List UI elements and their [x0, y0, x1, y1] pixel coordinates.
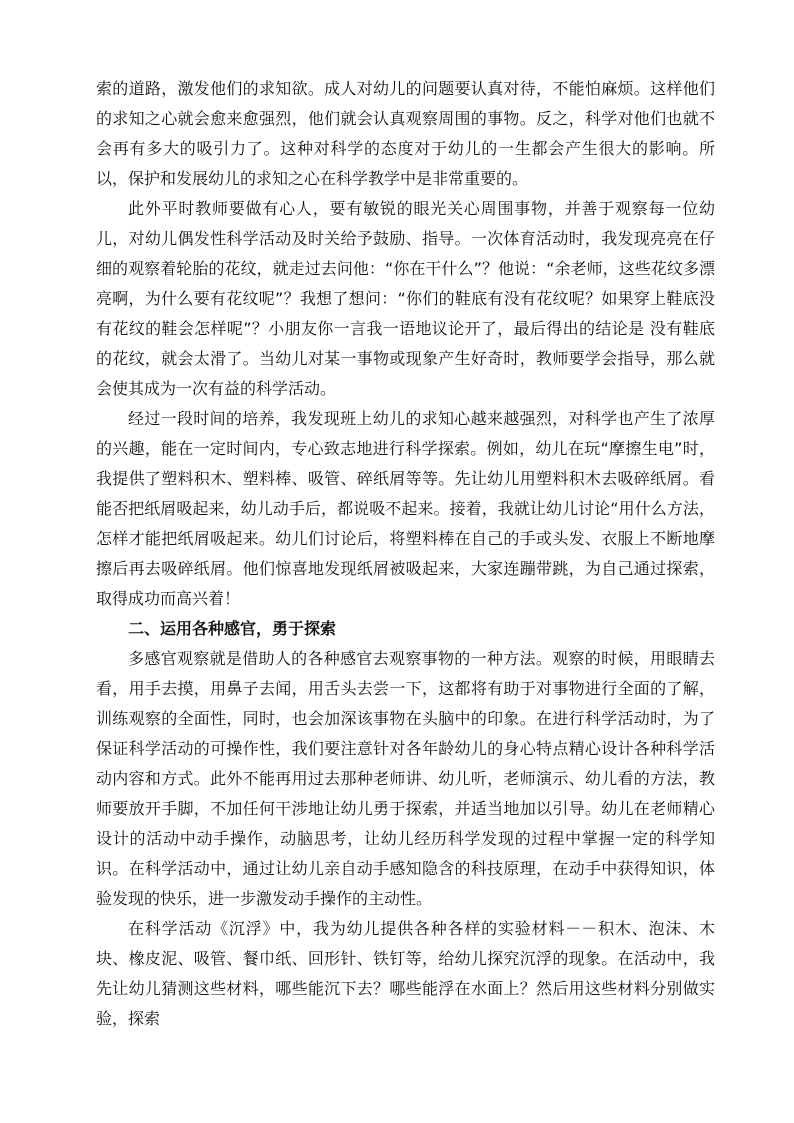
section-heading: 二、运用各种感官，勇于探索	[128, 619, 337, 638]
paragraph-sink-float: 在科学活动《沉浮》中，我为幼儿提供各种各样的实验材料－－积木、泡沫、木块、橡皮泥、吸管、餐巾纸、回形针、铁钉等，给幼儿探究沉浮的现象。在活动中，我先让幼儿猜测这些材料，哪些能沉下去？哪些能浮在水面上？然后用这些材料分别做实验，探索	[96, 919, 715, 1028]
paragraph-static-electricity: 经过一段时间的培养，我发现班上幼儿的求知心越来越强烈，对科学也产生了浓厚的兴趣，能在一定时间内，专心致志地进行科学探索。例如，幼儿在玩“摩擦生电”时，我提供了塑料积木、塑料棒、吸管、碎纸屑等等。先让幼儿用塑料积木去吸碎纸屑。看能否把纸屑吸起来，幼儿动手后，都说吸不起来。接着，我就让幼儿讨论“用什么方法，怎样才能把纸屑吸起来。幼儿们讨论后，将塑料棒在自己的手或头发、衣服上不断地摩擦后再去吸碎纸屑。他们惊喜地发现纸屑被吸起来，大家连蹦带跳，为自己通过探索，取得成功而高兴着！	[96, 409, 715, 608]
paragraph-multi-sense: 多感官观察就是借助人的各种感官去观察事物的一种方法。观察的时候，用眼睛去看，用手去摸，用鼻子去闻，用舌头去尝一下，这都将有助于对事物进行全面的了解，训练观察的全面性，同时，也会加深该事物在头脑中的印象。在进行科学活动时，为了保证科学活动的可操作性，我们要注意针对各年龄幼儿的身心特点精心设计各种科学活动内容和方式。此外不能再用过去那种老师讲、幼儿听，老师演示、幼儿看的方法，教师要放开手脚，不加任何干涉地让幼儿勇于探索，并适当地加以引导。幼儿在老师精心设计的活动中动手操作，动脑思考，让幼儿经历科学发现的过程中掌握一定的科学知识。在科学活动中，通过让幼儿亲自动手感知隐含的科技原理，在动手中获得知识，体验发现的快乐，进一步激发动手操作的主动性。	[96, 649, 715, 908]
paragraph-observation-tire: 此外平时教师要做有心人，要有敏锐的眼光关心周围事物，并善于观察每一位幼儿，对幼儿偶发性科学活动及时关给予鼓励、指导。一次体育活动时，我发现亮亮在仔细的观察着轮胎的花纹，就走过去问他：“你在干什么”？他说：“余老师，这些花纹多漂亮啊，为什么要有花纹呢”？我想了想问：“你们的鞋底有没有花纹呢？如果穿上鞋底没有花纹的鞋会怎样呢”？小朋友你一言我一语地议论开了，最后得出的结论是 没有鞋底的花纹，就会太滑了。当幼儿对某一事物或现象产生好奇时，教师要学会指导，那么就会使其成为一次有益的科学活动。	[96, 199, 715, 398]
paragraph-continuation: 索的道路，激发他们的求知欲。成人对幼儿的问题要认真对待，不能怕麻烦。这样他们的求知之心就会愈来愈强烈，他们就会认真观察周围的事物。反之，科学对他们也就不会再有多大的吸引力了。这种对科学的态度对于幼儿的一生都会产生很大的影响。所以，保护和发展幼儿的求知之心在科学教学中是非常重要的。	[96, 79, 715, 188]
document-page	[96, 74, 715, 1034]
